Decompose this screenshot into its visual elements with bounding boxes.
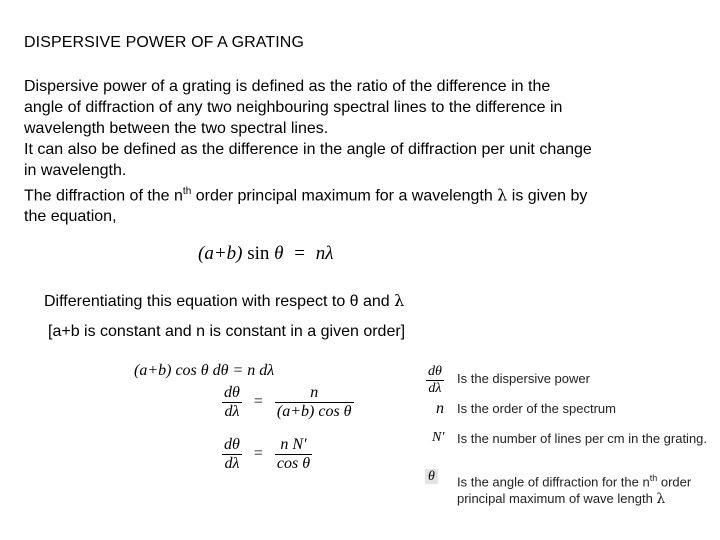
paragraph-line: the equation, xyxy=(24,208,117,226)
derivation-row-1: (a+b) cos θ dθ = n dλ xyxy=(134,362,275,379)
definition-paragraph xyxy=(24,76,704,227)
lambda-symbol: λ xyxy=(656,491,666,508)
text-fragment: is given by xyxy=(507,187,588,205)
frac-num: dθ xyxy=(428,364,442,379)
legend-text-dispersive: Is the dispersive power xyxy=(457,371,590,386)
eq-lhs: (a+b) xyxy=(198,243,243,264)
eq-theta: θ xyxy=(274,243,284,264)
differentiating-text xyxy=(44,291,404,311)
text-fragment: The diffraction of the n xyxy=(24,187,183,205)
paragraph-line xyxy=(24,181,704,206)
lambda-symbol: λ xyxy=(394,291,405,310)
frac-num: dθ xyxy=(224,436,240,453)
frac-num: n N′ xyxy=(280,436,307,453)
derivation-row-3 xyxy=(222,436,312,473)
frac-den: cos θ xyxy=(276,455,311,472)
legend-text-angle xyxy=(457,470,707,508)
eq-equals: = xyxy=(294,243,305,264)
grating-equation xyxy=(198,243,333,265)
theta-symbol: θ xyxy=(425,469,438,484)
fraction xyxy=(222,436,242,473)
derivation-row-2 xyxy=(222,384,354,421)
legend-text-lines: Is the number of lines per cm in the grating. xyxy=(457,431,708,446)
paragraph-line: angle of diffraction of any two neighbouring spectral lines to the difference in xyxy=(24,99,563,116)
paragraph-line: It can also be defined as the difference in the angle of diffraction per unit change xyxy=(24,141,592,158)
text-fragment: order principal maximum for a wavelength xyxy=(191,187,498,205)
lambda-symbol: λ xyxy=(497,185,508,205)
superscript: th xyxy=(182,186,192,197)
legend-symbol-dispersive xyxy=(426,364,444,397)
constant-note: [a+b is constant and n is constant in a given order] xyxy=(48,323,406,340)
equals: = xyxy=(253,393,263,411)
frac-den: dλ xyxy=(222,402,242,421)
paragraph-line: Dispersive power of a grating is defined as the ratio of the difference in the xyxy=(24,78,551,95)
frac-den: dλ xyxy=(222,454,242,473)
fraction xyxy=(426,364,444,397)
superscript: th xyxy=(649,473,658,483)
frac-den: dλ xyxy=(426,380,444,397)
fraction xyxy=(275,436,312,473)
eq-func: sin xyxy=(247,243,270,264)
text-fragment: Differentiating this equation with respect to θ and xyxy=(44,293,395,310)
fraction xyxy=(222,384,242,421)
legend-symbol-angle xyxy=(425,469,438,485)
fraction xyxy=(275,384,354,421)
eq-rhs: nλ xyxy=(315,243,334,264)
legend-text-order: Is the order of the spectrum xyxy=(457,401,616,416)
paragraph-line: in wavelength. xyxy=(24,162,127,179)
text-fragment: Is the angle of diffraction for the n xyxy=(457,474,650,490)
frac-den: (a+b) cos θ xyxy=(276,403,352,420)
legend-symbol-order: n xyxy=(436,400,444,417)
paragraph-line: wavelength between the two spectral lines. xyxy=(24,120,329,137)
frac-num: n xyxy=(310,384,319,401)
frac-num: dθ xyxy=(224,384,240,401)
derivation-block xyxy=(130,360,390,490)
text-fragment: order principal maximum of wave length xyxy=(457,474,692,507)
page-title: DISPERSIVE POWER OF A GRATING xyxy=(24,34,304,51)
legend-symbol-lines: N′ xyxy=(432,430,445,445)
equals: = xyxy=(253,445,263,463)
